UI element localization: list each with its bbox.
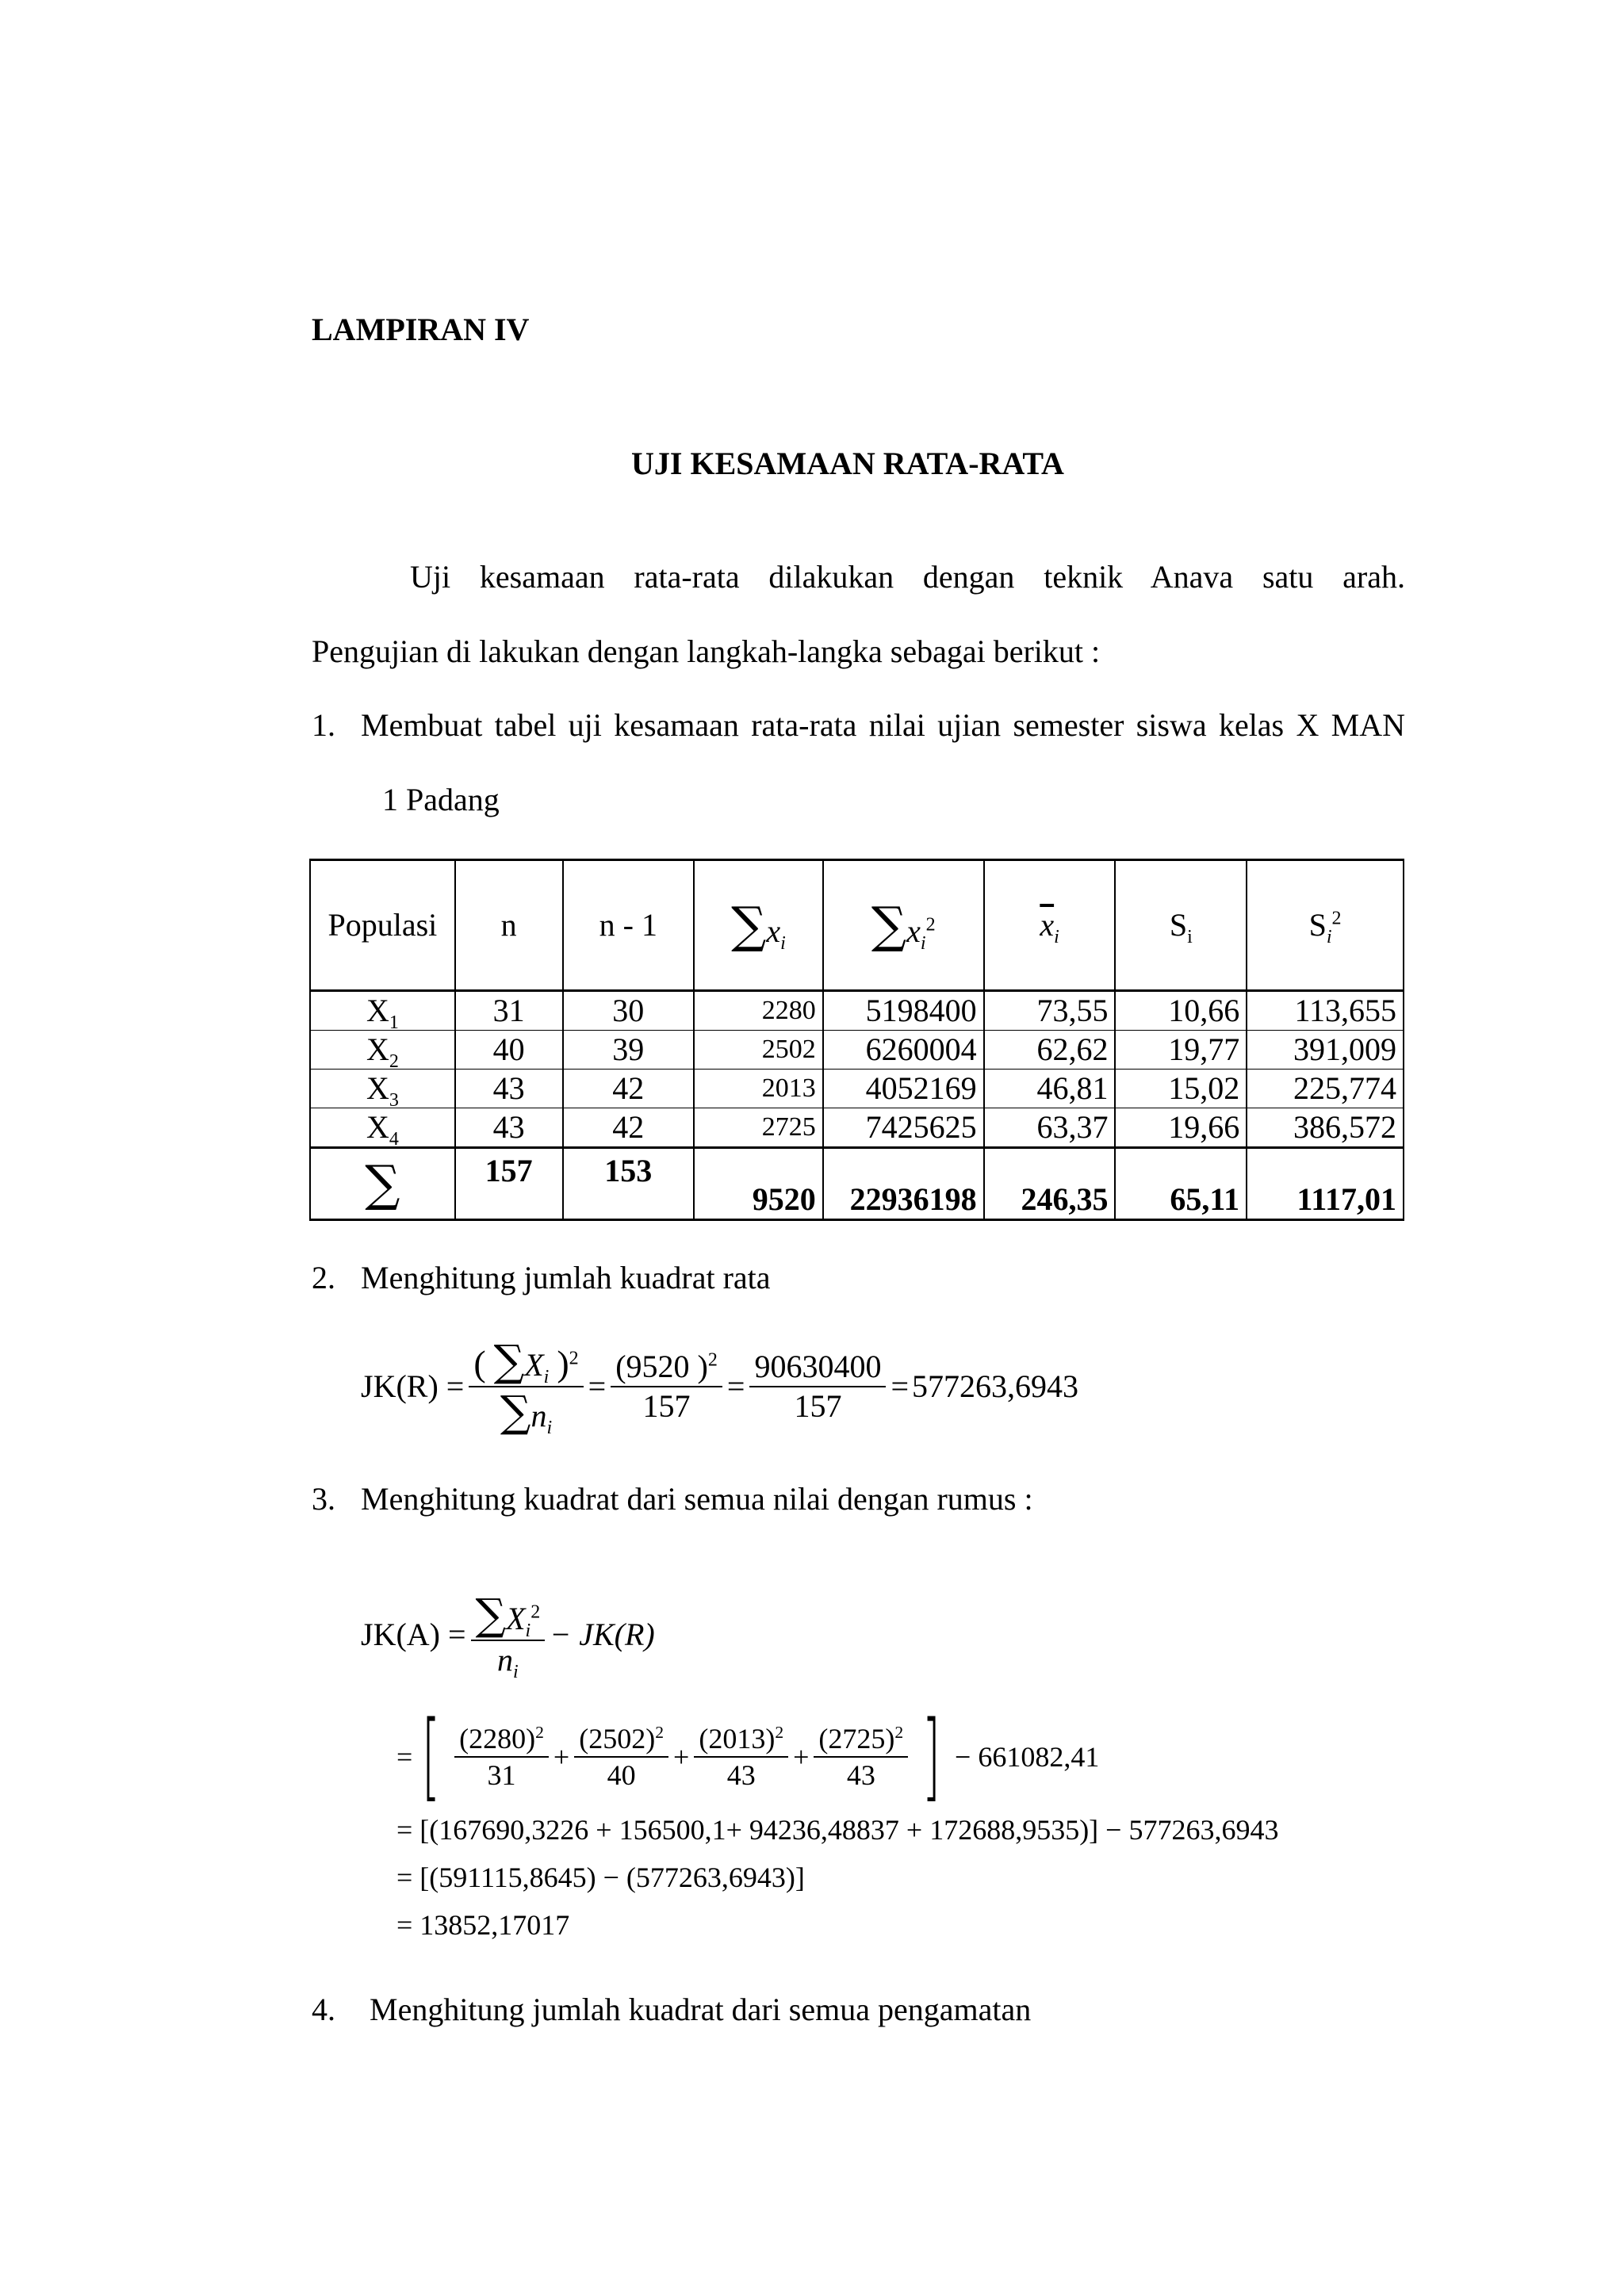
header-sum-xi2-var: x	[906, 913, 921, 949]
sigma-symbol: ∑	[500, 1387, 531, 1437]
cell-populasi	[310, 991, 455, 1031]
jkr-f1-numerator	[469, 1336, 583, 1387]
cell-sum-x: 2280	[694, 991, 823, 1031]
total-n: 157	[455, 1148, 563, 1220]
cell-si: 19,66	[1115, 1108, 1247, 1148]
jkr-f2-sup: 2	[707, 1349, 718, 1371]
step-1-line-1: Membuat tabel uji kesamaan rata-rata nilai ujian semester siswa kelas X MAN	[361, 707, 1405, 743]
jkr-f3-denominator: 157	[794, 1388, 842, 1424]
header-si2-sub: i	[1326, 927, 1332, 947]
jkr-num-var: X	[524, 1347, 544, 1383]
jka-t2-sup: 2	[655, 1723, 665, 1742]
sigma-symbol: ∑	[731, 896, 767, 954]
jka-num-var: X	[506, 1601, 526, 1636]
jkr-equals-2: =	[726, 1368, 745, 1404]
header-sum-xi2-sub: i	[920, 933, 926, 954]
jka-num-sub: i	[525, 1621, 531, 1641]
total-sigma-cell	[310, 1148, 455, 1220]
cell-sum-x2: 4052169	[823, 1070, 984, 1108]
intro-line-1: Uji kesamaan rata-rata dilakukan dengan teknik Anava satu arah.	[410, 559, 1405, 595]
jka-t4-sup: 2	[894, 1723, 904, 1742]
jkr-lhs: JK(R) =	[361, 1368, 465, 1404]
jka-t4-den: 43	[846, 1759, 875, 1791]
table-row	[310, 1070, 1404, 1108]
header-sum-xi2-sup: 2	[925, 914, 936, 936]
cell-n-minus-1: 30	[563, 991, 695, 1031]
cell-n: 43	[455, 1070, 563, 1108]
jkr-f2-numerator	[611, 1351, 722, 1387]
jka-t3-den: 43	[726, 1759, 756, 1791]
jka-term-1	[454, 1724, 549, 1789]
total-mean: 246,35	[984, 1148, 1116, 1220]
jkr-f3-numerator: 90630400	[749, 1351, 886, 1387]
table-header-row	[310, 860, 1404, 991]
cell-mean: 46,81	[984, 1070, 1116, 1108]
cell-sum-x2: 6260004	[823, 1031, 984, 1070]
jkr-close-paren: )	[557, 1343, 569, 1383]
header-sum-xi	[694, 860, 823, 991]
jka-t4-num-text: (2725)	[818, 1723, 895, 1755]
header-n-minus-1: n - 1	[563, 860, 695, 991]
pop-base: X	[366, 1109, 389, 1145]
step-2-text: Menghitung jumlah kuadrat rata	[361, 1260, 771, 1295]
jka-term-4	[814, 1724, 908, 1789]
header-sum-xi-squared	[823, 860, 984, 991]
equation-jkr	[361, 1336, 1078, 1438]
header-sum-xi-var: x	[766, 913, 781, 949]
cell-n-minus-1: 42	[563, 1108, 695, 1148]
jkr-f2-denominator: 157	[642, 1388, 691, 1424]
header-si	[1115, 860, 1247, 991]
jka-term-2	[574, 1724, 668, 1789]
step-3-text: Menghitung kuadrat dari semua nilai dengan rumus :	[361, 1481, 1033, 1517]
jka-fraction	[471, 1590, 546, 1682]
cell-si: 10,66	[1115, 991, 1247, 1031]
jkr-open-paren: (	[473, 1343, 486, 1383]
total-sum-x2: 22936198	[823, 1148, 984, 1220]
jkr-num-sub: i	[543, 1367, 550, 1387]
cell-populasi	[310, 1108, 455, 1148]
plus-sign: +	[553, 1741, 570, 1773]
jka-term-3	[694, 1724, 788, 1789]
cell-n: 31	[455, 991, 563, 1031]
cell-sum-x: 2502	[694, 1031, 823, 1070]
cell-si: 15,02	[1115, 1070, 1247, 1108]
total-si2: 1117,01	[1247, 1148, 1404, 1220]
cell-sum-x2: 5198400	[823, 991, 984, 1031]
header-mean	[984, 860, 1116, 991]
header-si-sub: i	[1187, 927, 1193, 947]
total-si: 65,11	[1115, 1148, 1247, 1220]
jkr-den-sub: i	[546, 1418, 553, 1438]
intro-line-2: Pengujian di lakukan dengan langkah-langka sebagai berikut :	[312, 633, 1101, 669]
jka-line-4: = [(591115,8645) − (577263,6943)]	[396, 1862, 805, 1893]
jkr-equals-3: =	[891, 1368, 909, 1404]
step-4-text: Menghitung jumlah kuadrat dari semua pengamatan	[370, 1992, 1032, 2027]
pop-base: X	[366, 993, 389, 1028]
cell-n-minus-1: 39	[563, 1031, 695, 1070]
jka-den-var: n	[497, 1642, 514, 1678]
jka-t2-den: 40	[607, 1759, 636, 1791]
cell-sum-x: 2013	[694, 1070, 823, 1108]
pop-sub: 4	[389, 1129, 399, 1150]
jka-t2-num-text: (2502)	[579, 1723, 656, 1755]
step-1-line-2: 1 Padang	[382, 782, 500, 817]
sigma-symbol: ∑	[475, 1590, 507, 1640]
jkr-f1-denominator	[469, 1387, 583, 1438]
page-title: UJI KESAMAAN RATA-RATA	[631, 446, 1064, 481]
header-populasi: Populasi	[310, 860, 455, 991]
jkr-fraction-3	[749, 1351, 886, 1422]
plus-sign: +	[673, 1741, 690, 1773]
jkr-f2-num-text: (9520 )	[615, 1349, 708, 1384]
jka-denominator	[471, 1641, 546, 1682]
pop-sub: 1	[389, 1012, 399, 1033]
header-si2-sup: 2	[1331, 908, 1342, 929]
cell-si: 19,77	[1115, 1031, 1247, 1070]
table-row	[310, 1108, 1404, 1148]
jka-t2-num	[574, 1724, 668, 1758]
jka-t1-num	[454, 1724, 549, 1758]
cell-si2: 113,655	[1247, 991, 1404, 1031]
total-sum-x: 9520	[694, 1148, 823, 1220]
table-row	[310, 1031, 1404, 1070]
step-2-number: 2.	[312, 1260, 335, 1295]
jka-t3-sup: 2	[775, 1723, 784, 1742]
cell-mean: 62,62	[984, 1031, 1116, 1070]
table-row	[310, 991, 1404, 1031]
step-3-number: 3.	[312, 1481, 335, 1517]
header-n: n	[455, 860, 563, 991]
appendix-heading: LAMPIRAN IV	[312, 312, 530, 347]
jka-t1-den: 31	[487, 1759, 516, 1791]
cell-n-minus-1: 42	[563, 1070, 695, 1108]
jka-minus-jkr: − JK(R)	[550, 1617, 655, 1652]
jkr-fraction-1	[469, 1336, 583, 1438]
equation-jka	[361, 1590, 655, 1682]
header-si2-base: S	[1308, 907, 1327, 943]
right-bracket-icon: ]	[921, 1701, 941, 1812]
sigma-symbol: ∑	[871, 896, 907, 954]
cell-populasi	[310, 1031, 455, 1070]
cell-mean: 63,37	[984, 1108, 1116, 1148]
cell-si2: 225,774	[1247, 1070, 1404, 1108]
equation-jka-line-2	[396, 1701, 1100, 1812]
cell-sum-x2: 7425625	[823, 1108, 984, 1148]
jkr-den-var: n	[530, 1398, 547, 1433]
jka-numerator	[471, 1590, 546, 1641]
header-si-base: S	[1169, 907, 1188, 943]
pop-base: X	[366, 1070, 389, 1106]
sigma-symbol: ∑	[493, 1336, 525, 1386]
jka-num-sup: 2	[530, 1601, 541, 1623]
jka-l2-equals: =	[396, 1741, 413, 1773]
jkr-fraction-2	[611, 1351, 722, 1422]
jka-t1-sup: 2	[535, 1723, 544, 1742]
cell-si2: 386,572	[1247, 1108, 1404, 1148]
jka-line-3: = [(167690,3226 + 156500,1+ 94236,48837 + 172688,9535)] − 577263,6943	[396, 1814, 1279, 1846]
header-mean-sub: i	[1054, 927, 1059, 947]
jka-t4-num	[814, 1724, 908, 1758]
jkr-result: 577263,6943	[912, 1368, 1078, 1404]
header-mean-var: $\overline{x}$	[1040, 907, 1055, 943]
pop-base: X	[366, 1031, 389, 1067]
total-n-minus-1: 153	[563, 1148, 695, 1220]
step-4-number: 4.	[312, 1992, 335, 2027]
plus-sign: +	[793, 1741, 810, 1773]
cell-si2: 391,009	[1247, 1031, 1404, 1070]
cell-n: 40	[455, 1031, 563, 1070]
left-bracket-icon: [	[422, 1701, 441, 1812]
sigma-symbol: ∑	[365, 1154, 400, 1212]
jka-t3-num-text: (2013)	[699, 1723, 776, 1755]
jka-line-5: = 13852,17017	[396, 1909, 570, 1941]
header-sum-xi-sub: i	[780, 933, 786, 954]
jka-t1-num-text: (2280)	[459, 1723, 536, 1755]
step-1-number: 1.	[312, 707, 335, 743]
header-si-squared	[1247, 860, 1404, 991]
cell-populasi	[310, 1070, 455, 1111]
jka-lhs: JK(A) =	[361, 1617, 466, 1652]
anova-summary-table	[309, 859, 1404, 1221]
pop-sub: 3	[389, 1090, 399, 1111]
jka-t3-num	[694, 1724, 788, 1758]
cell-n: 43	[455, 1108, 563, 1148]
jkr-equals-1: =	[588, 1368, 607, 1404]
jka-den-sub: i	[513, 1662, 519, 1682]
jkr-num-sup: 2	[569, 1348, 579, 1369]
jka-l2-tail: − 661082,41	[955, 1741, 1100, 1773]
pop-sub: 2	[389, 1051, 399, 1072]
cell-mean: 73,55	[984, 991, 1116, 1031]
table-total-row	[310, 1148, 1404, 1220]
cell-sum-x: 2725	[694, 1108, 823, 1148]
